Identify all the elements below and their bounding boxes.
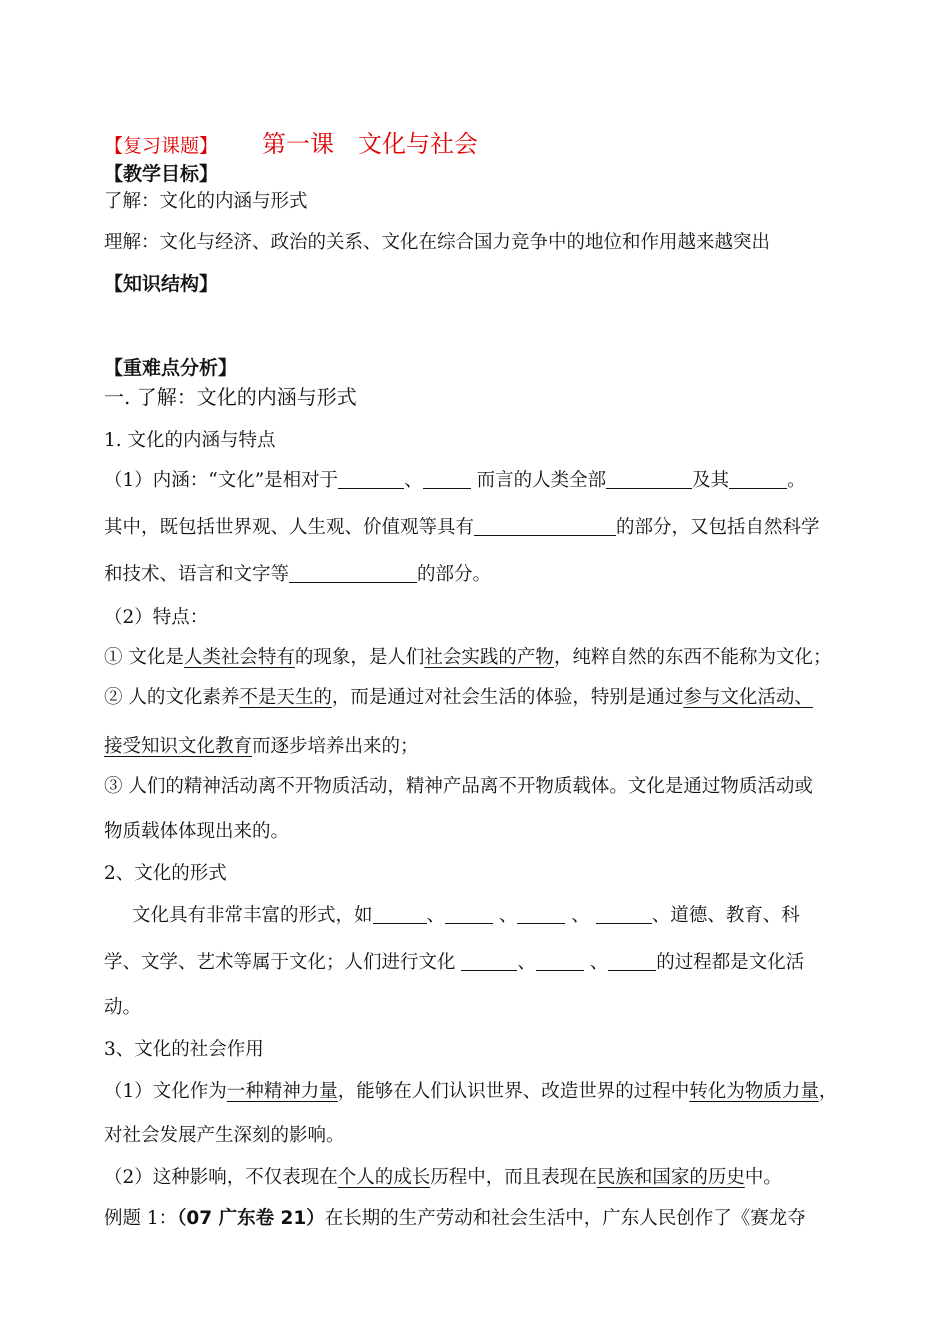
fill-blank[interactable] <box>338 470 404 489</box>
text-fragment: 、 <box>493 905 518 926</box>
underlined-key-term: 个人的成长 <box>337 1167 431 1188</box>
connotation-line-3 <box>104 563 491 587</box>
structure-heading: 【知识结构】 <box>104 273 219 295</box>
text-fragment: （1）文化作为 <box>104 1081 227 1102</box>
forms-line-1 <box>104 904 800 928</box>
goal-comprehend: 理解：文化与经济、政治的关系、文化在综合国力竞争中的地位和作用越来越突出 <box>104 232 771 253</box>
text-fragment: 学、文学、艺术等属于文化；人们进行文化 <box>104 952 462 973</box>
role-1-cont: 对社会发展产生深刻的影响。 <box>104 1125 345 1146</box>
fill-blank[interactable] <box>596 905 652 924</box>
role-2 <box>104 1166 782 1190</box>
text-fragment: 、 <box>583 952 609 973</box>
part1-heading: 一. 了解：文化的内涵与形式 <box>104 385 357 409</box>
goals-heading: 【教学目标】 <box>104 163 219 185</box>
lesson-header <box>104 132 478 159</box>
text-fragment: 、道德、教育、科 <box>651 905 800 926</box>
text-fragment: ， <box>818 1081 838 1102</box>
text-fragment: 而逐步培养出来的； <box>252 736 419 757</box>
text-fragment: 文化具有非常丰富的形式，如 <box>132 905 373 926</box>
fill-blank[interactable] <box>423 470 471 489</box>
section1-heading: 1. 文化的内涵与特点 <box>104 430 276 451</box>
underlined-key-term: 民族和国家的历史 <box>596 1167 745 1188</box>
text-fragment: 其中，既包括世界观、人生观、价值观等具有 <box>104 517 475 538</box>
fill-blank[interactable] <box>606 470 692 489</box>
text-fragment: ① 文化是 <box>104 647 184 668</box>
text-fragment: ，纯粹自然的东西不能称为文化； <box>553 647 832 668</box>
underlined-key-term: 参与文化活动、 <box>683 687 813 708</box>
connotation-line-2 <box>104 516 820 540</box>
review-topic-label: 【复习课题】 <box>104 135 219 157</box>
forms-line-3: 动。 <box>104 997 142 1018</box>
example-source: （07 广东卷 21） <box>177 1208 325 1229</box>
text-fragment: ，能够在人们认识世界、改造世界的过程中 <box>337 1081 690 1102</box>
underlined-key-term: 一种精神力量 <box>226 1081 338 1102</box>
text-fragment: 和技术、语言和文字等 <box>104 564 290 585</box>
text-fragment: ② 人的文化素养 <box>104 687 240 708</box>
text-fragment: 、 <box>565 905 596 926</box>
underlined-key-term: 不是天生的 <box>239 687 332 708</box>
fill-blank[interactable] <box>729 470 787 489</box>
forms-line-2 <box>104 951 804 975</box>
underlined-key-term: 人类社会特有 <box>183 647 295 668</box>
connotation-line <box>104 469 806 493</box>
section3-heading: 3、文化的社会作用 <box>104 1039 264 1060</box>
underlined-key-term: 转化为物质力量 <box>689 1081 819 1102</box>
text-fragment: 而言的人类全部 <box>470 470 607 491</box>
example-1 <box>104 1207 806 1231</box>
page-title: 第一课 文化与社会 <box>262 130 479 158</box>
text-fragment: 中。 <box>744 1167 782 1188</box>
feature-1 <box>104 646 831 670</box>
fill-blank[interactable] <box>474 517 616 536</box>
text-fragment: 及其 <box>692 470 730 491</box>
underlined-key-term: 社会实践的产物 <box>424 647 554 668</box>
feature-2 <box>104 686 813 710</box>
fill-blank[interactable] <box>536 952 584 971</box>
text-fragment: 的部分。 <box>417 564 492 585</box>
text-fragment: 、 <box>404 470 423 491</box>
text-fragment: ，而是通过对社会生活的体验，特别是通过 <box>331 687 684 708</box>
feature-2-cont <box>104 735 419 759</box>
goal-understand: 了解：文化的内涵与形式 <box>104 191 308 212</box>
text-fragment: 的现象，是人们 <box>294 647 425 668</box>
feature-3: ③ 人们的精神活动离不开物质活动，精神产品离不开物质载体。文化是通过物质活动或 <box>104 776 813 797</box>
fill-blank[interactable] <box>373 905 427 924</box>
text-fragment: 在长期的生产劳动和社会生活中，广东人民创作了《赛龙夺 <box>324 1208 806 1229</box>
text-fragment: （2）这种影响，不仅表现在 <box>104 1167 338 1188</box>
text-fragment: 。 <box>787 470 806 491</box>
text-fragment: 、 <box>426 905 446 926</box>
fill-blank[interactable] <box>445 905 493 924</box>
analysis-heading: 【重难点分析】 <box>104 357 238 379</box>
fill-blank[interactable] <box>517 905 565 924</box>
section2-heading: 2、文化的形式 <box>104 863 227 884</box>
text-fragment: 的部分，又包括自然科学 <box>616 517 820 538</box>
underlined-key-term: 接受知识文化教育 <box>104 736 253 757</box>
example-label: 例题 1： <box>104 1208 178 1229</box>
features-heading: （2）特点： <box>104 607 209 628</box>
fill-blank[interactable] <box>608 952 656 971</box>
fill-blank[interactable] <box>289 564 417 583</box>
text-fragment: 的过程都是文化活 <box>656 952 805 973</box>
feature-3-cont: 物质载体体现出来的。 <box>104 821 290 842</box>
role-1 <box>104 1080 837 1104</box>
fill-blank[interactable] <box>461 952 517 971</box>
text-fragment: 、 <box>517 952 536 973</box>
text-fragment: 历程中，而且表现在 <box>430 1167 597 1188</box>
text-fragment: （1）内涵：“文化”是相对于 <box>104 470 339 491</box>
